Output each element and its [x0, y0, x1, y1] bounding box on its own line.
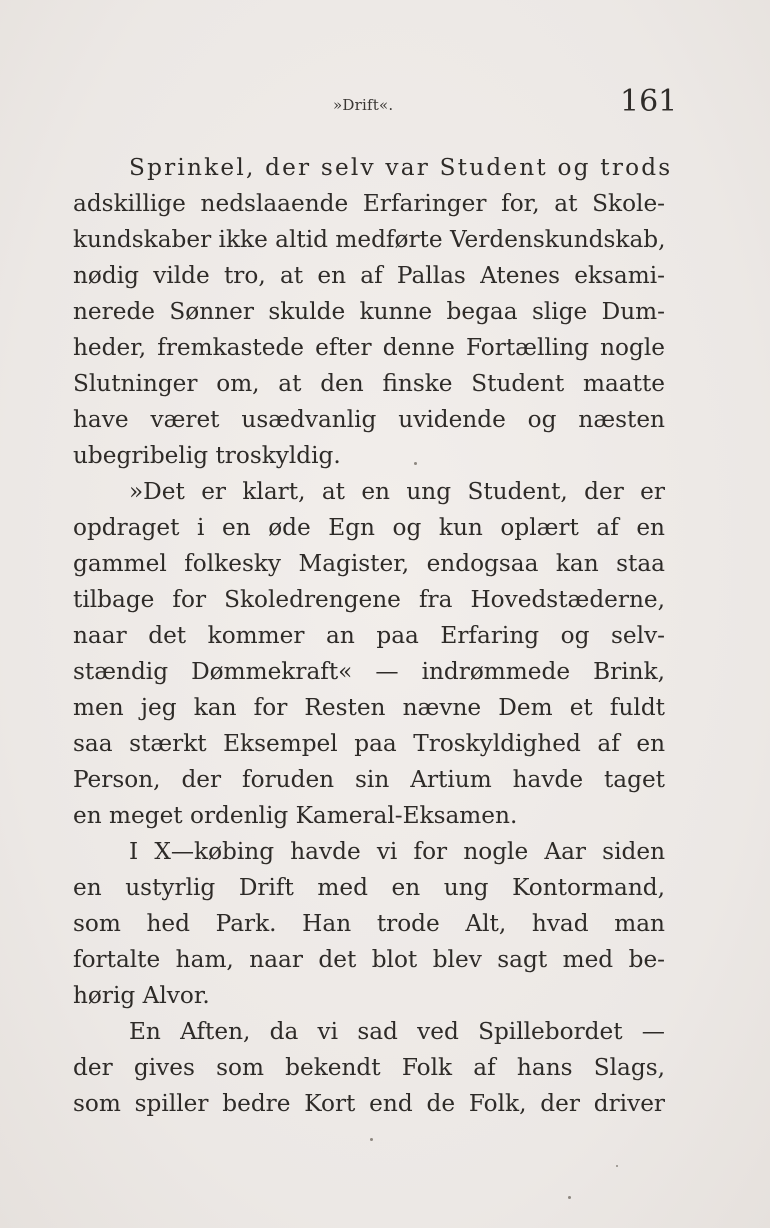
paper-speck: [616, 1165, 618, 1167]
paper-speck: [568, 1196, 571, 1199]
text-line: hørig Alvor.: [73, 982, 210, 1009]
text-line-content: Sprinkel, der selv var Student og trods: [129, 154, 673, 181]
text-line: ubegribelig troskyldig.: [73, 442, 341, 469]
text-line: »Det er klart, at en ung Student, der er: [129, 478, 665, 505]
text-line: nerede Sønner skulde kunne begaa slige Dum-: [73, 298, 665, 325]
text-line: som hed Park. Han trode Alt, hvad man: [73, 910, 665, 937]
text-line: saa stærkt Eksempel paa Troskyldighed af en: [73, 730, 665, 757]
text-line: nødig vilde tro, at en af Pallas Atenes eksami-: [73, 262, 665, 289]
text-line: en meget ordenlig Kameral-Eksamen.: [73, 802, 518, 829]
text-line: gammel folkesky Magister, endogsaa kan staa: [73, 550, 665, 577]
text-line: have været usædvanlig uvidende og næsten: [73, 406, 665, 433]
text-line: tilbage for Skoledrengene fra Hovedstæderne,: [73, 586, 665, 613]
page-number: 161: [620, 84, 678, 119]
text-line: der gives som bekendt Folk af hans Slags,: [73, 1054, 665, 1081]
paper-speck: [414, 462, 417, 465]
text-line: men jeg kan for Resten nævne Dem et fuldt: [73, 694, 665, 721]
text-line: kundskaber ikke altid medførte Verdenskundskab,: [73, 226, 666, 253]
text-line: opdraget i en øde Egn og kun oplært af en: [73, 514, 665, 541]
paper-speck: [370, 1138, 373, 1141]
text-line: Slutninger om, at den finske Student maatte: [73, 370, 665, 397]
text-line: en ustyrlig Drift med en ung Kontormand,: [73, 874, 665, 901]
text-line: I X—købing havde vi for nogle Aar siden: [129, 838, 665, 865]
text-line: En Aften, da vi sad ved Spillebordet —: [129, 1018, 665, 1045]
text-line: som spiller bedre Kort end de Folk, der driver: [73, 1090, 665, 1117]
running-head: »Drift«.: [333, 96, 394, 114]
text-line: fortalte ham, naar det blot blev sagt med be-: [73, 946, 665, 973]
text-line: adskillige nedslaaende Erfaringer for, at Skole-: [73, 190, 665, 217]
text-line: Person, der foruden sin Artium havde taget: [73, 766, 665, 793]
text-line: stændig Dømmekraft« — indrømmede Brink,: [73, 658, 665, 685]
text-line: [129, 150, 673, 186]
text-line: heder, fremkastede efter denne Fortælling nogle: [73, 334, 665, 361]
text-line: naar det kommer an paa Erfaring og selv-: [73, 622, 665, 649]
